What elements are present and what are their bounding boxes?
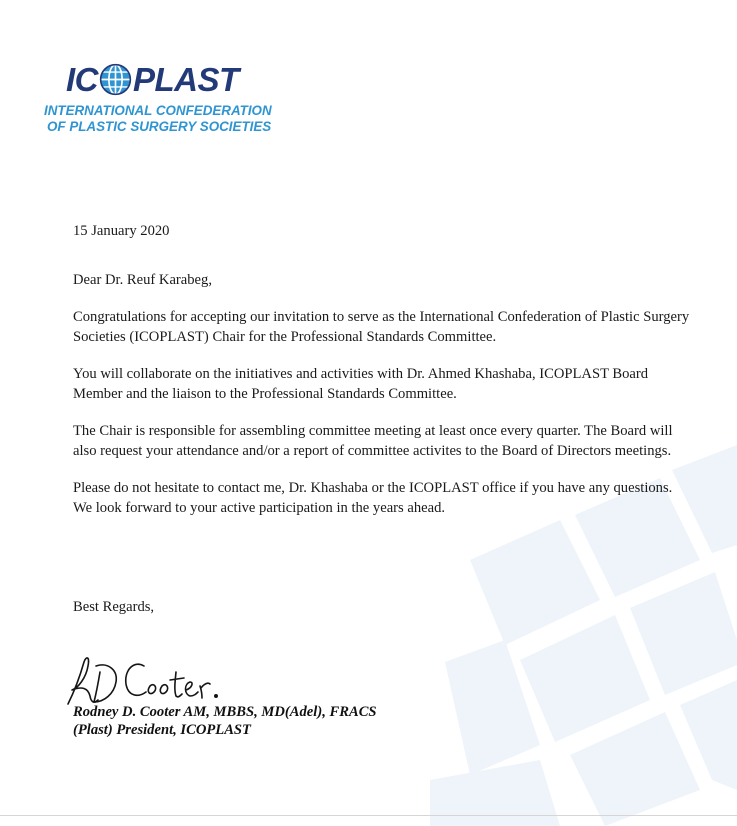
page-bottom-divider: [0, 815, 737, 816]
signatory-title: (Plast) President, ICOPLAST: [73, 722, 251, 738]
letter-date: 15 January 2020: [73, 223, 170, 239]
signatory-block: [73, 703, 377, 739]
salutation: Dear Dr. Reuf Karabeg,: [73, 272, 212, 288]
paragraph-collaboration: You will collaborate on the initiatives and activities with Dr. Ahmed Khashaba, ICOPLAST Board Member and the liaison to the Professional Standards Committee.: [73, 366, 649, 402]
logo-subtitle-line2: OF PLASTIC SURGERY SOCIETIES: [47, 119, 272, 134]
signatory-name: Rodney D. Cooter AM, MBBS, MD(Adel), FRACS: [73, 704, 377, 720]
globe-icon: [99, 63, 132, 96]
paragraph-congratulations: Congratulations for accepting our invitation to serve as the International Confederation of Plastic Surgery Societies (ICOPLAST) Chair for the Professional Standards Committee.: [73, 309, 690, 345]
letter-body: [73, 221, 693, 535]
logo-subtitle: [44, 103, 272, 135]
handwritten-signature: [64, 652, 234, 710]
logo-wordmark-left: IC: [66, 61, 98, 98]
logo-wordmark: [66, 58, 239, 102]
logo-subtitle-line1: INTERNATIONAL CONFEDERATION: [44, 103, 272, 118]
paragraph-responsibilities: The Chair is responsible for assembling committee meeting at least once every quarter. The Board will also request your attendance and/or a report of committee activites to the Board of Directors meetings.: [73, 423, 673, 459]
logo-wordmark-right: PLAST: [133, 61, 239, 98]
closing: Best Regards,: [73, 599, 155, 615]
paragraph-closing-remarks: Please do not hesitate to contact me, Dr. Khashaba or the ICOPLAST office if you have any questions. We look forward to your active participation in the years ahead.: [73, 480, 673, 516]
icoplast-logo: [44, 54, 284, 138]
